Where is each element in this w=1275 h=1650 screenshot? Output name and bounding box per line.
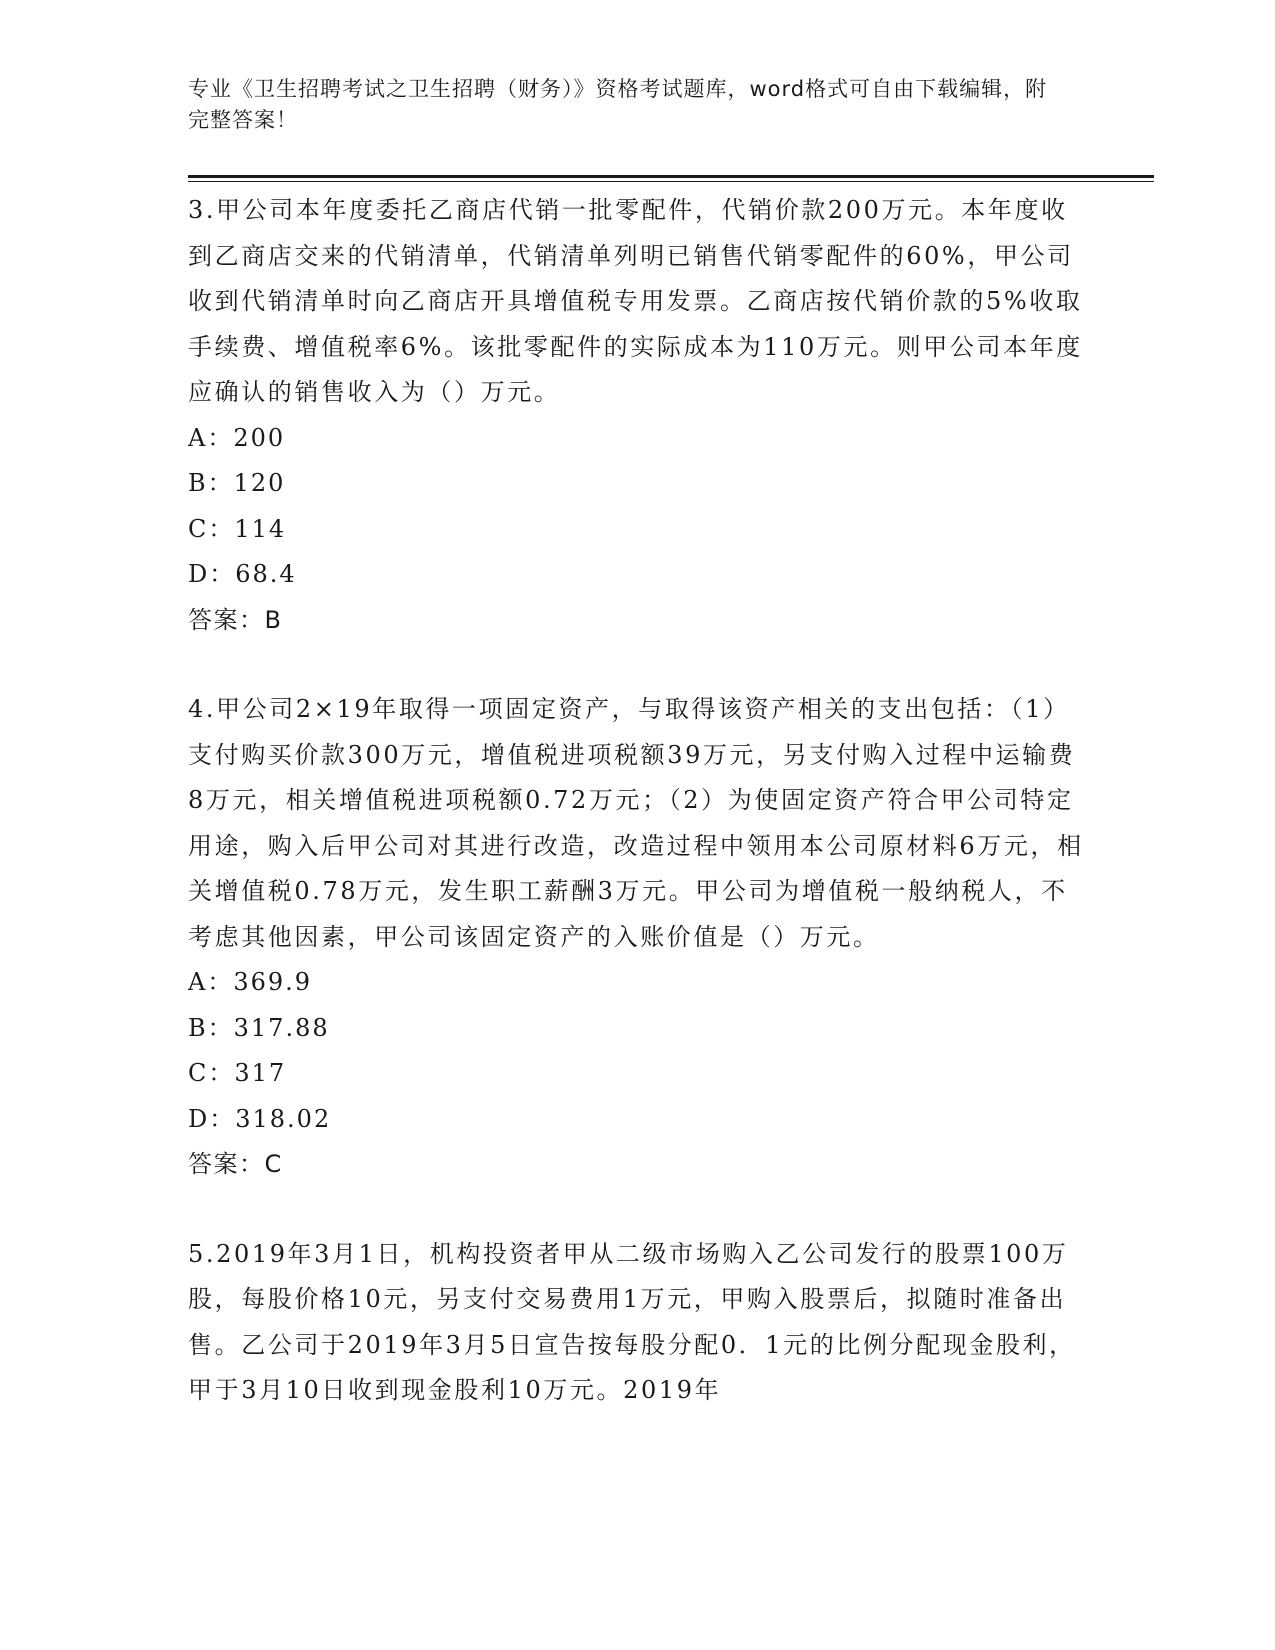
option-a: A：200	[188, 423, 286, 452]
option-c: C：114	[188, 514, 287, 543]
option-c: C：317	[188, 1059, 287, 1087]
question-stem: 5.2019年3月1日，机构投资者甲从二级市场购入乙公司发行的股票100万股，每股价格10元，另支付交易费用1万元，甲购入股票后，拟随时准备出售。乙公司于2019年3月5日宣告按每股分配0．1元的比例分配现金股利，甲于3月10日收到现金股利10万元。2019年	[188, 1239, 1076, 1404]
option-b: B：120	[188, 469, 286, 497]
option-b: B：317.88	[188, 1013, 330, 1042]
option-a: A：369.9	[188, 968, 313, 996]
document-header: 专业《卫生招聘考试之卫生招聘（财务）》资格考试题库，word格式可自由下载编辑，附完整答案！	[188, 77, 1048, 132]
question-stem: 4.甲公司2×19年取得一项固定资产，与取得该资产相关的支出包括：（1）支付购买价款300万元，增值税进项税额39万元，另支付购入过程中运输费8万元，相关增值税进项税额0.72万元；（2）为使固定资产符合甲公司特定用途，购入后甲公司对其进行改造，改造过程中领用本公司原材料6万元，相关增值税0.78万元，发生职工薪酬3万元。甲公司为增值税一般纳税人，不考虑其他因素，甲公司该固定资产的入账价值是（）万元。	[188, 695, 1084, 951]
question-3	[188, 188, 1088, 643]
question-stem: 3.甲公司本年度委托乙商店代销一批零配件，代销价款200万元。本年度收到乙商店交来的代销清单，代销清单列明已销售代销零配件的60%，甲公司收到代销清单时向乙商店开具增值税专用发票。乙商店按代销价款的5%收取手续费、增值税率6%。该批零配件的实际成本为110万元。则甲公司本年度应确认的销售收入为（）万元。	[188, 196, 1083, 406]
answer-line: 答案：B	[188, 605, 283, 634]
answer-line: 答案：C	[188, 1150, 283, 1178]
question-list	[188, 188, 1088, 1414]
question-4	[188, 687, 1088, 1188]
header-divider-thin	[188, 181, 1154, 182]
header-divider-thick	[188, 175, 1154, 178]
option-d: D：318.02	[188, 1104, 332, 1133]
option-d: D：68.4	[188, 560, 297, 588]
question-5	[188, 1232, 1088, 1414]
